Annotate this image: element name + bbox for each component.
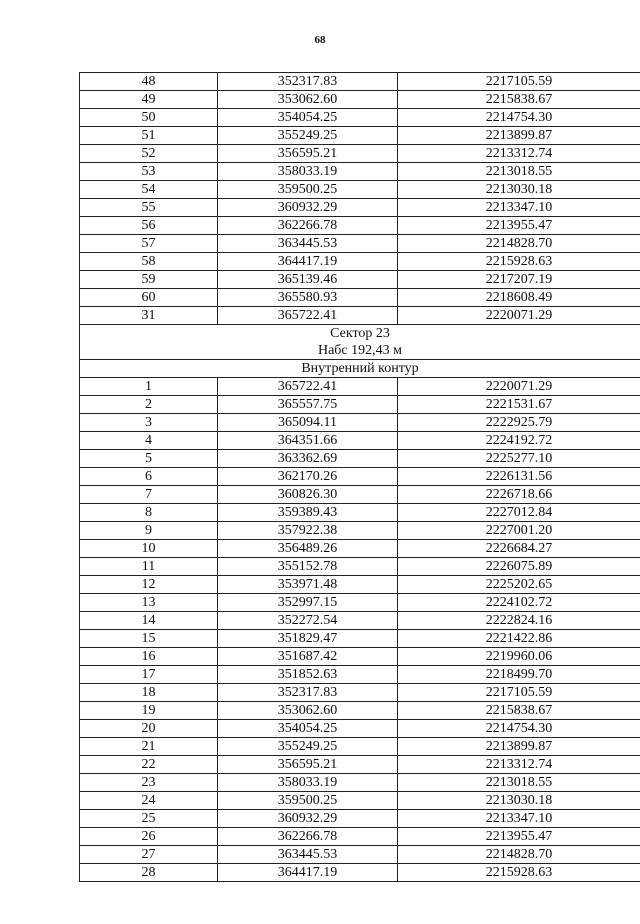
y-coordinate-cell: 2213347.10 [398,810,640,828]
table-row [80,522,640,540]
table-row [80,828,640,846]
table-row [80,163,640,181]
x-coordinate-cell: 351852.63 [218,666,398,684]
y-coordinate-cell: 2218499.70 [398,666,640,684]
y-coordinate-cell: 2218608.49 [398,289,640,307]
x-coordinate-cell: 355249.25 [218,738,398,756]
sector-height-row [80,342,640,360]
y-coordinate-cell: 2226718.66 [398,486,640,504]
point-number-cell: 21 [80,738,218,756]
table-row [80,307,640,325]
y-coordinate-cell: 2213955.47 [398,217,640,235]
table-row [80,810,640,828]
y-coordinate-cell: 2222925.79 [398,414,640,432]
x-coordinate-cell: 352272.54 [218,612,398,630]
y-coordinate-cell: 2219960.06 [398,648,640,666]
y-coordinate-cell: 2221422.86 [398,630,640,648]
x-coordinate-cell: 352317.83 [218,684,398,702]
point-number-cell: 6 [80,468,218,486]
y-coordinate-cell: 2225277.10 [398,450,640,468]
x-coordinate-cell: 360826.30 [218,486,398,504]
y-coordinate-cell: 2213018.55 [398,774,640,792]
y-coordinate-cell: 2225202.65 [398,576,640,594]
table-row [80,235,640,253]
y-coordinate-cell: 2213347.10 [398,199,640,217]
y-coordinate-cell: 2215928.63 [398,864,640,882]
x-coordinate-cell: 365580.93 [218,289,398,307]
x-coordinate-cell: 364417.19 [218,253,398,271]
point-number-cell: 23 [80,774,218,792]
table-row [80,181,640,199]
x-coordinate-cell: 358033.19 [218,774,398,792]
x-coordinate-cell: 359500.25 [218,792,398,810]
x-coordinate-cell: 355152.78 [218,558,398,576]
point-number-cell: 55 [80,199,218,217]
point-number-cell: 4 [80,432,218,450]
table-row [80,864,640,882]
table-row [80,540,640,558]
table-row [80,666,640,684]
table-row [80,720,640,738]
point-number-cell: 24 [80,792,218,810]
table-row [80,486,640,504]
point-number-cell: 2 [80,396,218,414]
point-number-cell: 9 [80,522,218,540]
point-number-cell: 28 [80,864,218,882]
x-coordinate-cell: 352317.83 [218,73,398,91]
x-coordinate-cell: 356595.21 [218,756,398,774]
x-coordinate-cell: 353062.60 [218,702,398,720]
x-coordinate-cell: 360932.29 [218,810,398,828]
point-number-cell: 12 [80,576,218,594]
point-number-cell: 14 [80,612,218,630]
y-coordinate-cell: 2213312.74 [398,145,640,163]
y-coordinate-cell: 2213018.55 [398,163,640,181]
point-number-cell: 7 [80,486,218,504]
x-coordinate-cell: 365722.41 [218,378,398,396]
table-row [80,271,640,289]
table-row [80,109,640,127]
x-coordinate-cell: 352997.15 [218,594,398,612]
y-coordinate-cell: 2227012.84 [398,504,640,522]
x-coordinate-cell: 359389.43 [218,504,398,522]
y-coordinate-cell: 2213899.87 [398,127,640,145]
point-number-cell: 51 [80,127,218,145]
table-row [80,253,640,271]
y-coordinate-cell: 2213030.18 [398,792,640,810]
point-number-cell: 3 [80,414,218,432]
point-number-cell: 60 [80,289,218,307]
table-row [80,145,640,163]
point-number-cell: 11 [80,558,218,576]
point-number-cell: 15 [80,630,218,648]
point-number-cell: 5 [80,450,218,468]
y-coordinate-cell: 2217105.59 [398,73,640,91]
x-coordinate-cell: 363445.53 [218,235,398,253]
table-row [80,846,640,864]
point-number-cell: 13 [80,594,218,612]
point-number-cell: 19 [80,702,218,720]
point-number-cell: 25 [80,810,218,828]
table-row [80,73,640,91]
table-row [80,468,640,486]
y-coordinate-cell: 2226075.89 [398,558,640,576]
table-row [80,378,640,396]
page-number: 68 [314,34,326,46]
y-coordinate-cell: 2213955.47 [398,828,640,846]
point-number-cell: 53 [80,163,218,181]
x-coordinate-cell: 358033.19 [218,163,398,181]
sector-title-row [80,325,640,343]
point-number-cell: 17 [80,666,218,684]
x-coordinate-cell: 362266.78 [218,828,398,846]
table-row [80,594,640,612]
x-coordinate-cell: 362266.78 [218,217,398,235]
point-number-cell: 50 [80,109,218,127]
table-row [80,414,640,432]
x-coordinate-cell: 351687.42 [218,648,398,666]
x-coordinate-cell: 363445.53 [218,846,398,864]
y-coordinate-cell: 2220071.29 [398,378,640,396]
x-coordinate-cell: 365139.46 [218,271,398,289]
x-coordinate-cell: 355249.25 [218,127,398,145]
point-number-cell: 1 [80,378,218,396]
y-coordinate-cell: 2221531.67 [398,396,640,414]
coordinates-bottom-body [80,378,640,882]
contour-label-row [80,360,640,378]
point-number-cell: 48 [80,73,218,91]
point-number-cell: 56 [80,217,218,235]
y-coordinate-cell: 2226131.56 [398,468,640,486]
table-row [80,217,640,235]
x-coordinate-cell: 357922.38 [218,522,398,540]
point-number-cell: 58 [80,253,218,271]
coordinates-top-body [80,73,640,325]
y-coordinate-cell: 2217105.59 [398,684,640,702]
table-row [80,432,640,450]
y-coordinate-cell: 2213030.18 [398,181,640,199]
table-row [80,756,640,774]
contour-label: Внутренний контур [80,360,640,378]
x-coordinate-cell: 353971.48 [218,576,398,594]
y-coordinate-cell: 2220071.29 [398,307,640,325]
x-coordinate-cell: 356489.26 [218,540,398,558]
x-coordinate-cell: 354054.25 [218,109,398,127]
point-number-cell: 20 [80,720,218,738]
table-row [80,792,640,810]
point-number-cell: 26 [80,828,218,846]
x-coordinate-cell: 353062.60 [218,91,398,109]
point-number-cell: 49 [80,91,218,109]
y-coordinate-cell: 2214754.30 [398,720,640,738]
x-coordinate-cell: 365557.75 [218,396,398,414]
y-coordinate-cell: 2214828.70 [398,235,640,253]
table-row [80,504,640,522]
point-number-cell: 54 [80,181,218,199]
y-coordinate-cell: 2214754.30 [398,109,640,127]
y-coordinate-cell: 2215838.67 [398,91,640,109]
table-row [80,774,640,792]
x-coordinate-cell: 365722.41 [218,307,398,325]
table-row [80,396,640,414]
point-number-cell: 52 [80,145,218,163]
x-coordinate-cell: 362170.26 [218,468,398,486]
x-coordinate-cell: 363362.69 [218,450,398,468]
point-number-cell: 16 [80,648,218,666]
table-row [80,450,640,468]
table-row [80,612,640,630]
y-coordinate-cell: 2224102.72 [398,594,640,612]
table-row [80,199,640,217]
y-coordinate-cell: 2226684.27 [398,540,640,558]
y-coordinate-cell: 2215928.63 [398,253,640,271]
y-coordinate-cell: 2213899.87 [398,738,640,756]
coordinates-table [79,72,640,882]
table-row [80,738,640,756]
x-coordinate-cell: 364417.19 [218,864,398,882]
x-coordinate-cell: 359500.25 [218,181,398,199]
table-row [80,702,640,720]
y-coordinate-cell: 2227001.20 [398,522,640,540]
point-number-cell: 18 [80,684,218,702]
x-coordinate-cell: 351829.47 [218,630,398,648]
table-row [80,127,640,145]
x-coordinate-cell: 364351.66 [218,432,398,450]
y-coordinate-cell: 2224192.72 [398,432,640,450]
point-number-cell: 31 [80,307,218,325]
y-coordinate-cell: 2214828.70 [398,846,640,864]
y-coordinate-cell: 2222824.16 [398,612,640,630]
table-row [80,558,640,576]
point-number-cell: 22 [80,756,218,774]
table-row [80,630,640,648]
table-row [80,289,640,307]
point-number-cell: 27 [80,846,218,864]
x-coordinate-cell: 360932.29 [218,199,398,217]
table-row [80,576,640,594]
table-row [80,684,640,702]
table-row [80,648,640,666]
sector-header [80,325,640,378]
x-coordinate-cell: 365094.11 [218,414,398,432]
y-coordinate-cell: 2213312.74 [398,756,640,774]
x-coordinate-cell: 354054.25 [218,720,398,738]
x-coordinate-cell: 356595.21 [218,145,398,163]
point-number-cell: 57 [80,235,218,253]
table-row [80,91,640,109]
y-coordinate-cell: 2215838.67 [398,702,640,720]
sector-height: Набс 192,43 м [80,342,640,360]
point-number-cell: 8 [80,504,218,522]
sector-title: Сектор 23 [80,325,640,343]
point-number-cell: 10 [80,540,218,558]
point-number-cell: 59 [80,271,218,289]
y-coordinate-cell: 2217207.19 [398,271,640,289]
